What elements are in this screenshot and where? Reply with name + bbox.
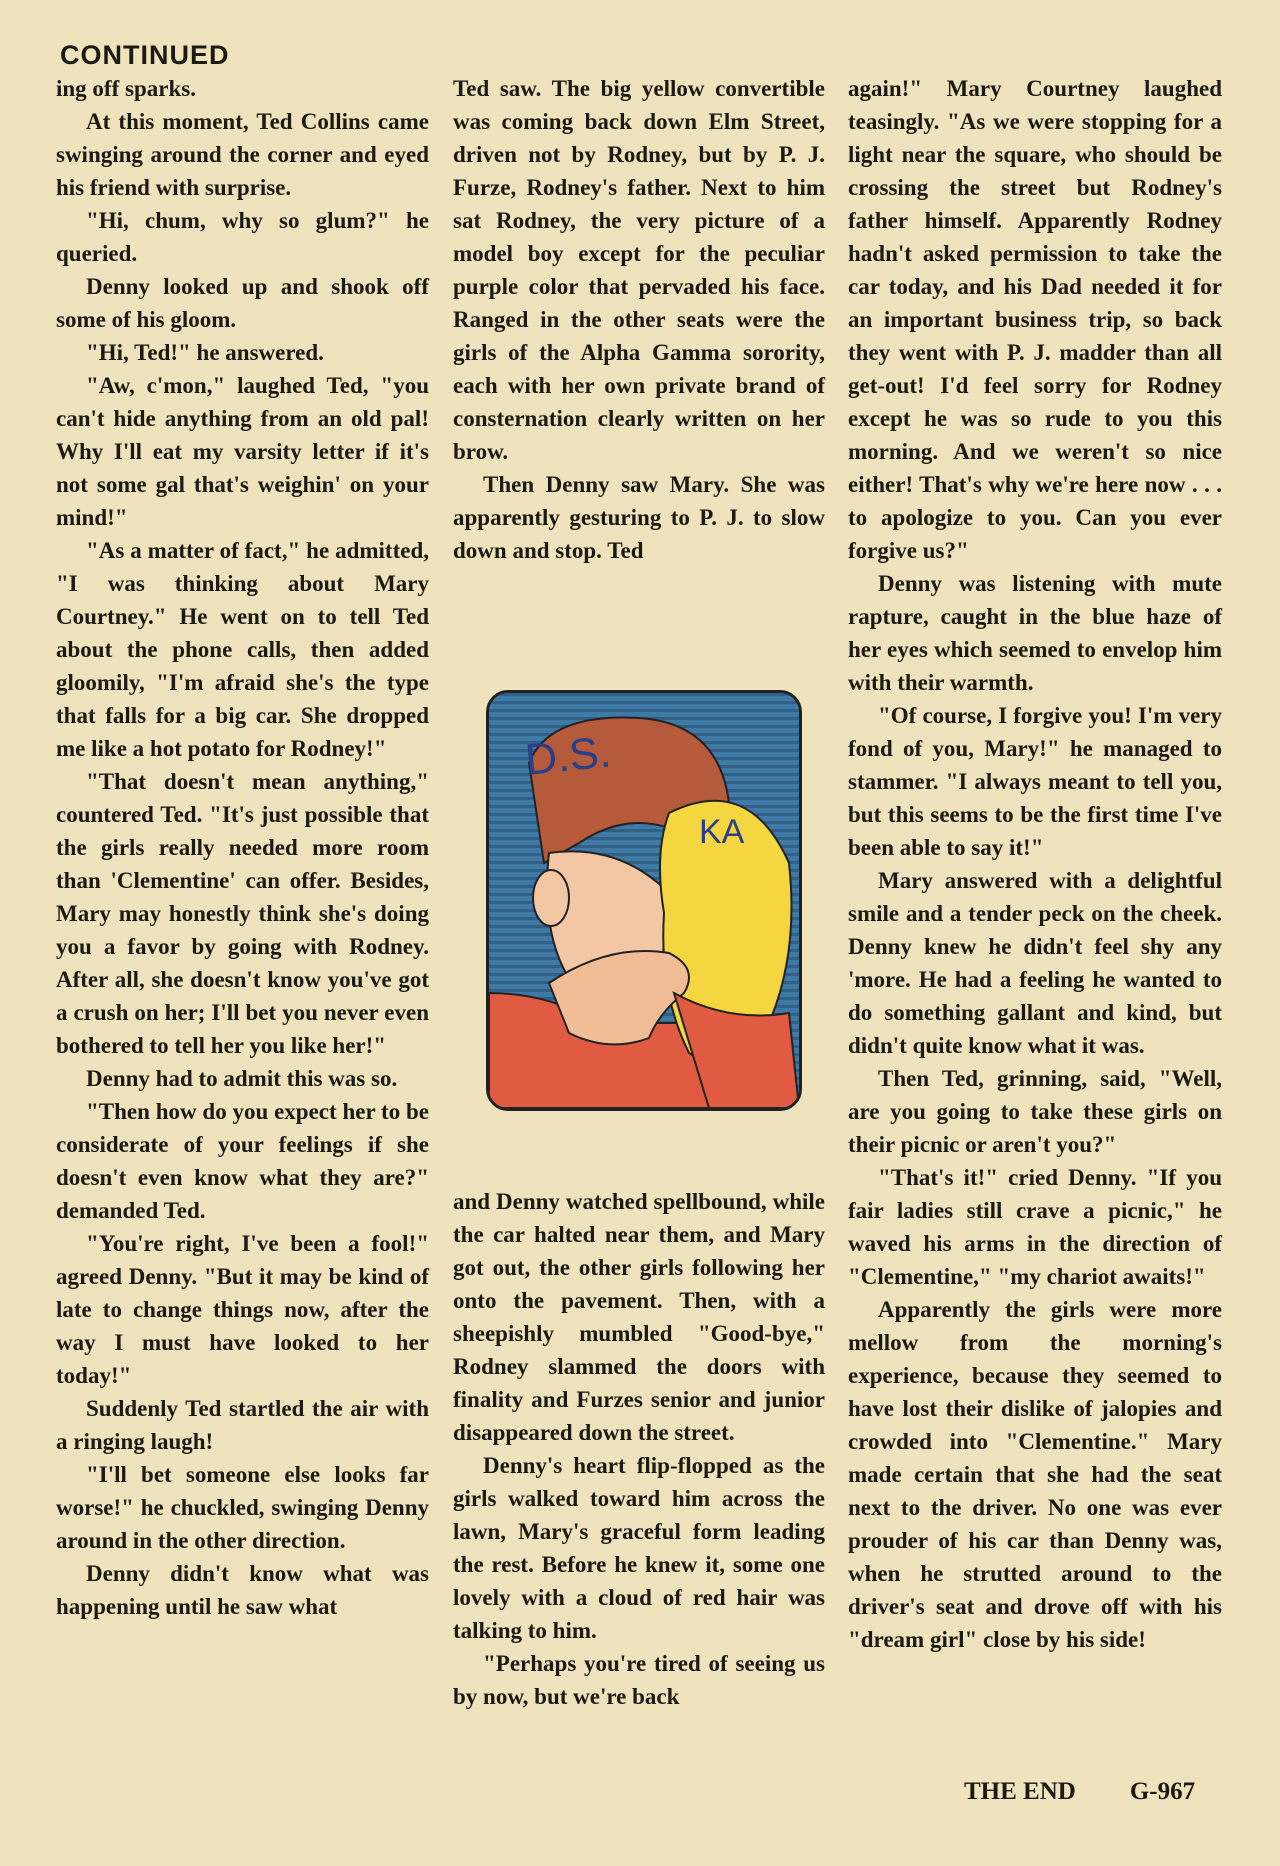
- paragraph: Then Ted, grinning, said, "Well, are you going to take these girls on their picnic or aren't you?": [848, 1066, 1222, 1157]
- paragraph: "That's it!" cried Denny. "If you fair ladies still crave a picnic," he waved his arms in the direction of "Clementine," "my chariot awaits!": [848, 1165, 1222, 1289]
- paragraph: Mary answered with a delightful smile and a tender peck on the cheek. Denny knew he didn't feel shy any 'more. He had a feeling he wanted to do something gallant and kind, but didn't quite know what it was.: [848, 868, 1222, 1058]
- paragraph: Suddenly Ted startled the air with a ringing laugh!: [56, 1396, 429, 1454]
- continued-heading: CONTINUED: [60, 40, 230, 70]
- paragraph: Ted saw. The big yellow convertible was coming back down Elm Street, driven not by Rodney, but by P. J. Furze, Rodney's father. Next to him sat Rodney, the very picture of a model boy except for the peculiar purple color that pervaded his face. Ranged in the other seats were the girls of the Alpha Gamma sorority, each with her own private brand of consternation clearly written on her brow.: [453, 76, 825, 464]
- paragraph: "That doesn't mean anything," countered Ted. "It's just possible that the girls really needed more room than 'Clementine' can offer. Besides, Mary may honestly think she's doing you a favor by going with Rodney. After all, she doesn't know you've got a crush on her; I'll bet you never even bothered to tell her you like her!": [56, 769, 429, 1058]
- paragraph: Denny was listening with mute rapture, caught in the blue haze of her eyes which seemed to envelop him with their warmth.: [848, 571, 1222, 695]
- paragraph: again!" Mary Courtney laughed teasingly. "As we were stopping for a light near the square, who should be crossing the street but Rodney's father himself. Apparently Rodney hadn't asked permission to take the car today, and his Dad needed it for an important business trip, so back they went with P. J. madder than all get-out! I'd feel sorry for Rodney except he was so rude to you this morning. And we weren't so nice either! That's why we're here now . . . to apologize to you. Can you ever forgive us?": [848, 76, 1222, 563]
- paragraph: "Of course, I forgive you! I'm very fond of you, Mary!" he managed to stammer. "I always meant to tell you, but this seems to be the first time I've been able to say it!": [848, 703, 1222, 860]
- page-footer: [964, 1778, 1195, 1806]
- paragraph: Denny looked up and shook off some of his gloom.: [56, 274, 429, 332]
- paragraph: "Aw, c'mon," laughed Ted, "you can't hide anything from an old pal! Why I'll eat my varsity letter if it's not some gal that's weighin' on your mind!": [56, 373, 429, 530]
- paragraph: "Perhaps you're tired of seeing us by now, but we're back: [453, 1651, 825, 1709]
- paragraph: Denny's heart flip-flopped as the girls walked toward him across the lawn, Mary's graceful form leading the rest. Before he knew it, some one lovely with a cloud of red hair was talking to him.: [453, 1453, 825, 1643]
- paragraph: "Hi, Ted!" he answered.: [86, 340, 324, 365]
- paragraph: Denny didn't know what was happening until he saw what: [56, 1561, 429, 1619]
- initials-left: D.S.: [522, 727, 614, 785]
- story-column-3: [848, 72, 1222, 1656]
- paragraph: Then Denny saw Mary. She was apparently gesturing to P. J. to slow down and stop. Ted: [453, 472, 825, 563]
- story-column-1: [56, 72, 429, 1772]
- paragraph: At this moment, Ted Collins came swinging around the corner and eyed his friend with surprise.: [56, 109, 429, 200]
- ear-shape: [533, 870, 569, 926]
- paragraph: "You're right, I've been a fool!" agreed Denny. "But it may be kind of late to change things now, after the way I must have looked to her today!": [56, 1231, 429, 1388]
- paragraph: Apparently the girls were more mellow from the morning's experience, because they seemed to have lost their dislike of jalopies and crowded into "Clementine." Mary made certain that she had the seat next to the driver. No one was ever prouder of his car than Denny was, when he strutted around to the driver's seat and drove off with his "dream girl" close by his side!: [848, 1297, 1222, 1652]
- paragraph: Denny had to admit this was so.: [86, 1066, 398, 1091]
- page-code: G-967: [1129, 1778, 1196, 1805]
- paragraph: ing off sparks.: [56, 76, 196, 101]
- kiss-illustration: [489, 693, 799, 1108]
- paragraph: and Denny watched spellbound, while the car halted near them, and Mary got out, the other girls following her onto the pavement. Then, with a sheepishly mumbled "Good-bye," Rodney slammed the doors with finality and Furzes senior and junior disappeared down the street.: [453, 1189, 825, 1445]
- paragraph: "Hi, chum, why so glum?" he queried.: [56, 208, 429, 266]
- paragraph: "I'll bet someone else looks far worse!" he chuckled, swinging Denny around in the other direction.: [56, 1462, 429, 1553]
- paragraph: "As a matter of fact," he admitted, "I was thinking about Mary Courtney." He went on to tell Ted about the phone calls, then added gloomily, "I'm afraid she's the type that falls for a big car. She dropped me like a hot potato for Rodney!": [56, 538, 429, 761]
- kiss-illustration-panel: [486, 690, 802, 1111]
- story-column-2-bottom: [453, 1185, 825, 1713]
- story-column-2-top: [453, 72, 825, 567]
- initials-right: KA: [699, 813, 745, 851]
- paragraph: "Then how do you expect her to be considerate of your feelings if she doesn't even know what they are?" demanded Ted.: [56, 1099, 429, 1223]
- the-end-label: THE END: [964, 1778, 1076, 1805]
